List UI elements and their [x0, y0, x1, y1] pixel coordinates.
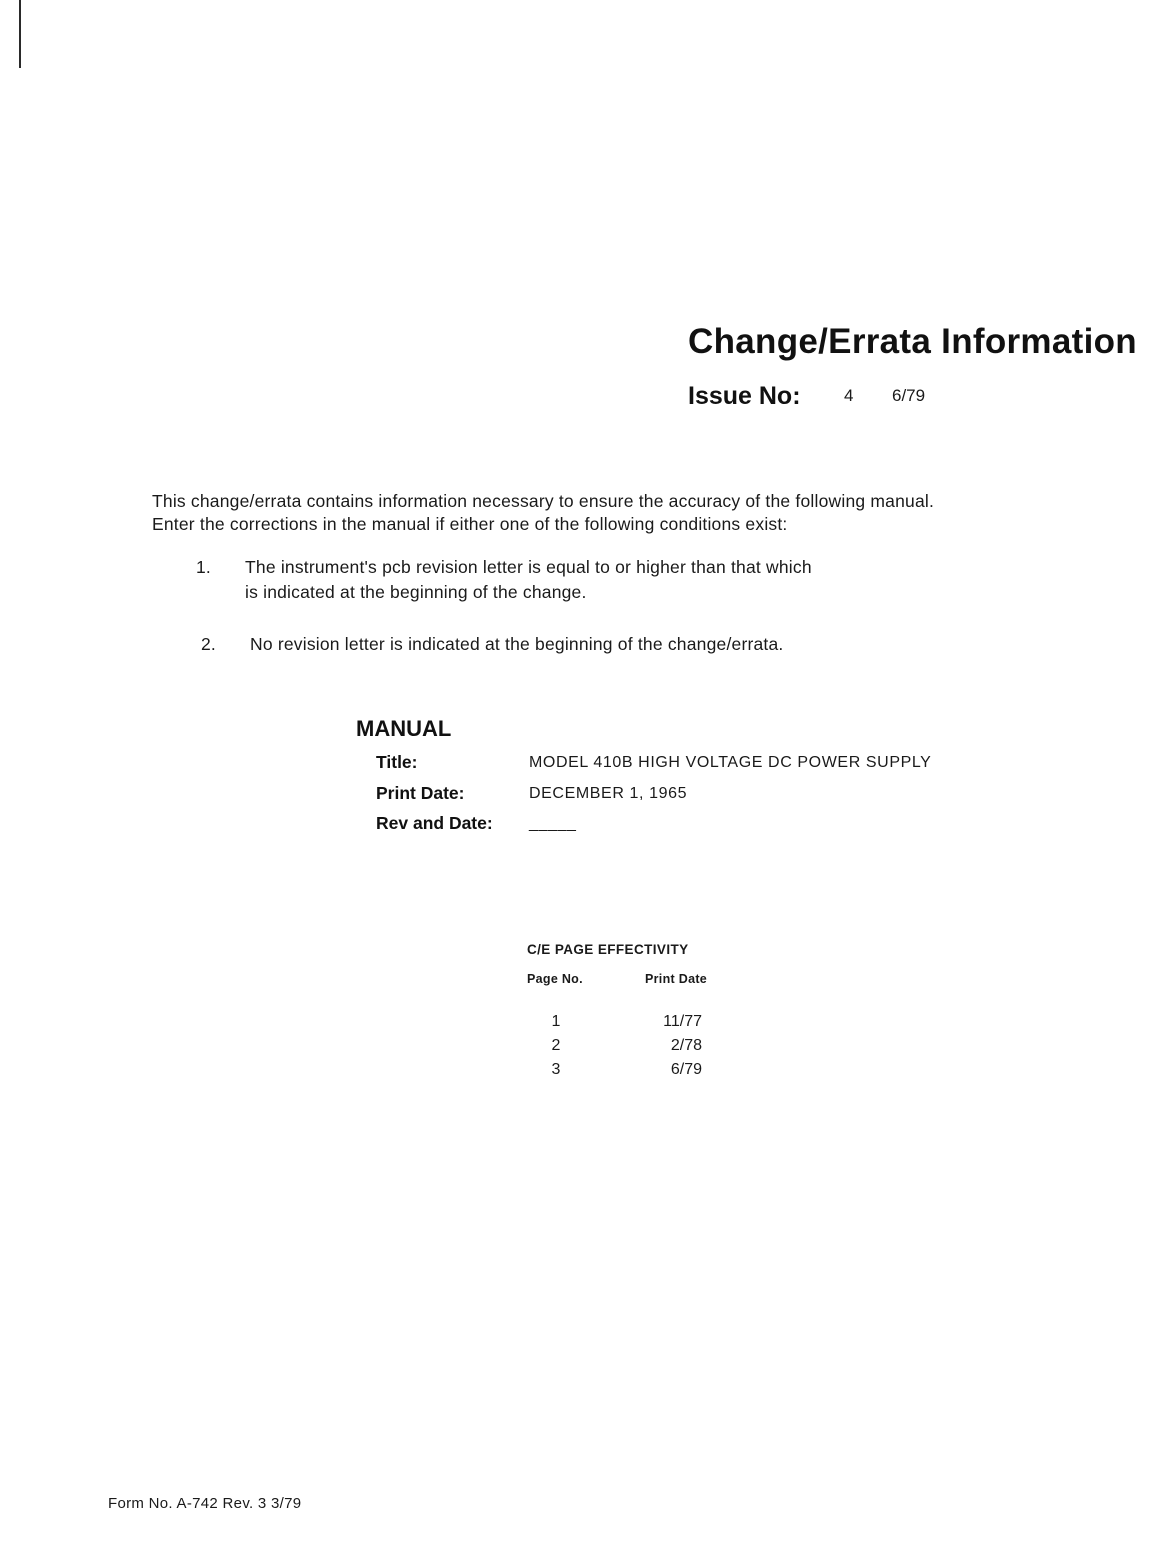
effectivity-date: 2/78	[670, 1037, 702, 1054]
manual-rev-value: _____	[529, 815, 577, 832]
condition-number: 2.	[201, 634, 216, 654]
effectivity-page: 3	[551, 1061, 561, 1078]
effectivity-page: 1	[551, 1013, 561, 1030]
effectivity-title: C/E PAGE EFFECTIVITY	[527, 942, 689, 957]
condition-number: 1.	[196, 557, 211, 577]
condition-text-line: The instrument's pcb revision letter is equal to or higher than that which	[245, 557, 812, 577]
effectivity-date: 11/77	[663, 1013, 702, 1030]
issue-number: 4	[844, 386, 854, 405]
intro-line-1: This change/errata contains information necessary to ensure the accuracy of the following manual.	[152, 491, 935, 511]
effectivity-page: 2	[551, 1037, 561, 1054]
manual-title-label: Title:	[376, 752, 418, 772]
issue-info	[688, 382, 926, 411]
effectivity-col-date: Print Date	[645, 972, 708, 986]
page-title: Change/Errata Information	[688, 322, 1137, 361]
intro-paragraph	[152, 490, 934, 536]
condition-text-line: is indicated at the beginning of the change.	[245, 582, 587, 602]
effectivity-row	[527, 1061, 747, 1084]
manual-title-value: MODEL 410B HIGH VOLTAGE DC POWER SUPPLY	[529, 754, 932, 771]
effectivity-col-page: Page No.	[527, 972, 583, 986]
form-number: Form No. A-742 Rev. 3 3/79	[108, 1495, 302, 1512]
issue-label: Issue No:	[688, 382, 801, 410]
condition-text-line: No revision letter is indicated at the beginning of the change/errata.	[250, 634, 784, 654]
intro-line-2: Enter the corrections in the manual if either one of the following conditions exist:	[152, 514, 788, 534]
condition-text	[245, 555, 812, 605]
manual-rev-label: Rev and Date:	[376, 813, 493, 833]
effectivity-row	[527, 1037, 747, 1060]
page-edge-mark	[19, 0, 21, 68]
manual-heading: MANUAL	[356, 716, 452, 741]
manual-print-date-label: Print Date:	[376, 783, 465, 803]
issue-date: 6/79	[892, 386, 926, 405]
manual-print-date-value: DECEMBER 1, 1965	[529, 785, 688, 802]
condition-text	[250, 632, 784, 657]
effectivity-row	[527, 1013, 747, 1036]
effectivity-date: 6/79	[670, 1061, 702, 1078]
